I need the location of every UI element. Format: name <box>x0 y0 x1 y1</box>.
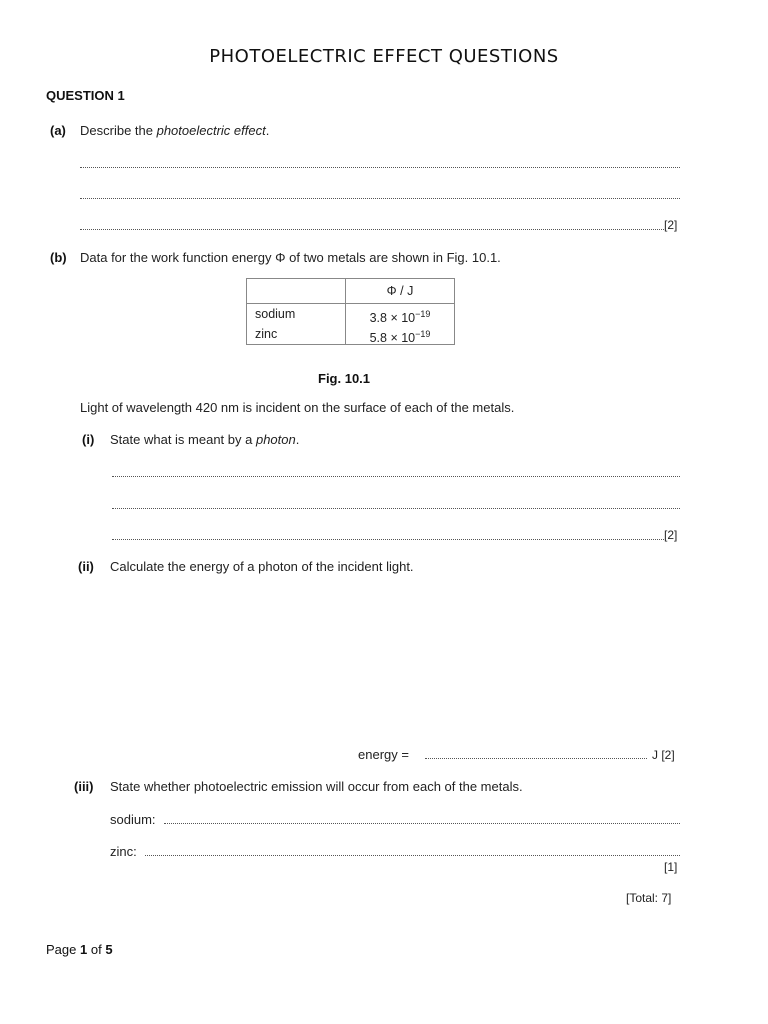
answer-line-a3[interactable] <box>80 229 664 230</box>
footer-of-word: of <box>90 942 102 957</box>
question-heading: QUESTION 1 <box>46 88 125 103</box>
part-a-marks: [2] <box>664 218 678 232</box>
part-b-iii-label: (iii) <box>74 779 94 794</box>
answer-line-i3[interactable] <box>112 539 664 540</box>
footer-total-pages: 5 <box>105 942 113 957</box>
value-sodium-mantissa: 3.8 × 10 <box>369 311 416 326</box>
value-sodium-exponent: −19 <box>415 309 431 319</box>
work-function-table <box>246 278 455 345</box>
part-b-i-question <box>110 432 299 447</box>
answer-line-a2[interactable] <box>80 198 680 199</box>
sodium-answer-line[interactable] <box>164 823 680 824</box>
metal-zinc: zinc <box>255 327 278 341</box>
page-title: PHOTOELECTRIC EFFECT QUESTIONS <box>209 46 559 67</box>
value-sodium <box>354 304 446 324</box>
total-marks: [Total: 7] <box>626 891 672 905</box>
energy-answer-label: energy = <box>358 747 409 762</box>
sodium-label: sodium: <box>110 812 156 827</box>
part-a-text-prefix: Describe the <box>80 123 157 138</box>
energy-unit-marks: J [2] <box>652 748 675 762</box>
answer-line-i2[interactable] <box>112 508 680 509</box>
part-b-i-text-prefix: State what is meant by a <box>110 432 256 447</box>
part-b-intro: Light of wavelength 420 nm is incident on the surface of each of the metals. <box>80 400 515 415</box>
work-function-values <box>346 304 455 345</box>
metal-sodium: sodium <box>255 307 296 321</box>
value-zinc-exponent: −19 <box>415 329 431 339</box>
part-a-label: (a) <box>50 123 66 138</box>
metal-names <box>247 304 346 345</box>
table-corner <box>247 279 346 304</box>
part-b-i-marks: [2] <box>664 528 678 542</box>
part-b-i-text-suffix: . <box>295 432 300 447</box>
part-b-iii-question: State whether photoelectric emission will occur from each of the metals. <box>110 779 523 794</box>
part-b-iii-marks: [1] <box>664 860 678 874</box>
part-b-label: (b) <box>50 250 67 265</box>
part-b-ii-question: Calculate the energy of a photon of the incident light. <box>110 559 414 574</box>
part-b-i-label: (i) <box>82 432 95 447</box>
table-header: Φ / J <box>346 279 455 304</box>
answer-line-a1[interactable] <box>80 167 680 168</box>
part-b-question: Data for the work function energy Φ of two metals are shown in Fig. 10.1. <box>80 250 501 265</box>
page-footer <box>46 942 113 957</box>
zinc-answer-line[interactable] <box>145 855 680 856</box>
answer-line-i1[interactable] <box>112 476 680 477</box>
energy-answer-line[interactable] <box>425 758 647 759</box>
figure-caption: Fig. 10.1 <box>318 371 371 386</box>
zinc-label: zinc: <box>110 844 137 859</box>
part-b-i-term: photon <box>255 432 296 447</box>
footer-page-word: Page <box>46 942 77 957</box>
value-zinc-mantissa: 5.8 × 10 <box>369 331 416 346</box>
part-b-ii-label: (ii) <box>78 559 94 574</box>
part-a-text-suffix: . <box>265 123 270 138</box>
part-a-term: photoelectric effect <box>156 123 266 138</box>
part-a-question <box>80 123 269 138</box>
value-zinc <box>354 324 446 344</box>
footer-page-number: 1 <box>80 942 88 957</box>
